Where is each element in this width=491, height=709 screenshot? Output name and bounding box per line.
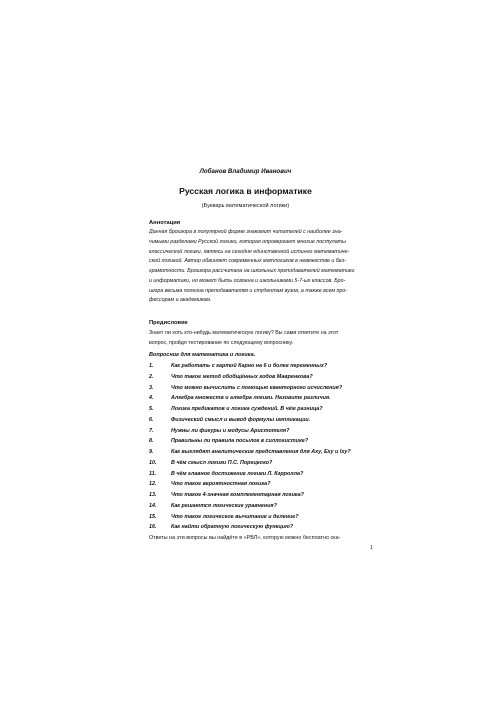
question-number: 2. [149,373,154,380]
question-item [149,449,379,460]
annotation-line: шюра весьма полезна преподавателям и студентам вузов, а также всем про- [149,287,348,294]
question-item [149,363,379,374]
question-item [149,428,379,439]
annotation-line: ской логикой. Автор обвиняет современных матлогиков в невежестве и без- [149,258,346,265]
question-text: Как найти обратную логическую функцию? [171,524,294,531]
question-item [149,471,379,482]
document-title: Русская логика в информатике [179,186,312,196]
questions-heading: Вопросник для математика и логика. [149,352,256,358]
question-text: Как решаются логические уравнения? [171,502,277,509]
question-number: 10. [149,459,157,466]
question-number: 3. [149,384,154,391]
annotation-line: фессорам и академикам. [149,297,212,304]
preface-heading: Предисловие [149,320,188,326]
question-number: 14. [149,502,157,509]
question-text: Логика предикатов и логика суждений. В чём разница? [171,406,323,412]
question-number: 4. [149,395,154,402]
question-number: 13. [149,492,157,498]
page-number: 1 [370,545,373,551]
question-text: В чём главное достижение логики Л. Кэрролла? [171,470,304,477]
question-text: В чём смысл логики П.С. Порецкого? [171,459,273,466]
author-name: Лобанов Владимир Иванович [199,168,292,175]
question-number: 11. [149,470,157,477]
question-number: 15. [149,513,157,520]
question-text: Что такое метод обобщённых кодов Мавренкова? [171,373,313,380]
question-number: 5. [149,406,154,412]
answers-line: Ответы на эти вопросы вы найдёте в «РВЛ», которую можно бесплатно ска- [149,535,341,541]
preface-paragraph [149,329,373,349]
question-item [149,460,379,471]
question-number: 8. [149,438,154,445]
annotation-line: Данная брошюра в популярной форме знакомит читателей с наиболее зна- [149,229,343,235]
question-item [149,406,379,417]
question-item [149,395,379,406]
questions-list [149,363,379,535]
question-text: Правильны ли правила посылок в силлогистике? [171,438,308,445]
question-number: 1. [149,363,154,369]
question-text: Физический смысл и вывод формулы импликации. [171,416,311,423]
preface-line: Знает ли хоть кто-нибудь математическую логику? Вы сами ответите на этот [149,330,339,336]
question-item [149,503,379,514]
question-text: Как работать с картой Карно на 6 и более переменных? [171,363,328,369]
question-number: 16. [149,524,157,531]
annotation-line: и информатики, но может быть освоена и школьниками 5-7-ых классов. Бро- [149,277,346,284]
question-number: 7. [149,427,154,434]
annotation-line: чимыми разделами Русской логики, которая опровергает многие постулаты [149,238,346,245]
annotation-paragraph [149,228,373,306]
question-text: Что такое 4-значная комплементарная логика? [171,492,304,498]
question-number: 6. [149,416,154,423]
question-number: 12. [149,481,157,488]
question-item [149,385,379,396]
question-item [149,374,379,385]
question-text: Как выглядят аналитические представления для Axy, Exy и Ixy? [171,449,351,455]
question-item [149,492,379,503]
question-number: 9. [149,449,154,455]
question-text: Что такое логическое вычитание и деление? [171,513,299,520]
question-item [149,417,379,428]
question-text: Что такое вероятностная логика? [171,481,271,488]
question-item [149,524,379,535]
annotation-line: классической логики, являясь на сегодня единственной истинно математиче- [149,248,350,255]
question-item [149,481,379,492]
annotation-line: грамотности. Брошюра рассчитана на школьных преподавателей математики [149,268,355,274]
preface-line: вопрос, пройдя тестирование по следующему вопроснику. [149,339,294,346]
question-item [149,514,379,525]
document-subtitle: (Букварь математической логики) [201,203,290,209]
question-text: Что можно вычислить с помощью кванторного исчисления? [171,384,343,391]
annotation-heading: Аннотация [149,220,181,226]
question-text: Нужны ли фигуры и модусы Аристотеля? [171,427,290,434]
question-text: Алгебра множеств и алгебра логики. Назовите различия. [171,395,331,402]
question-item [149,438,379,449]
